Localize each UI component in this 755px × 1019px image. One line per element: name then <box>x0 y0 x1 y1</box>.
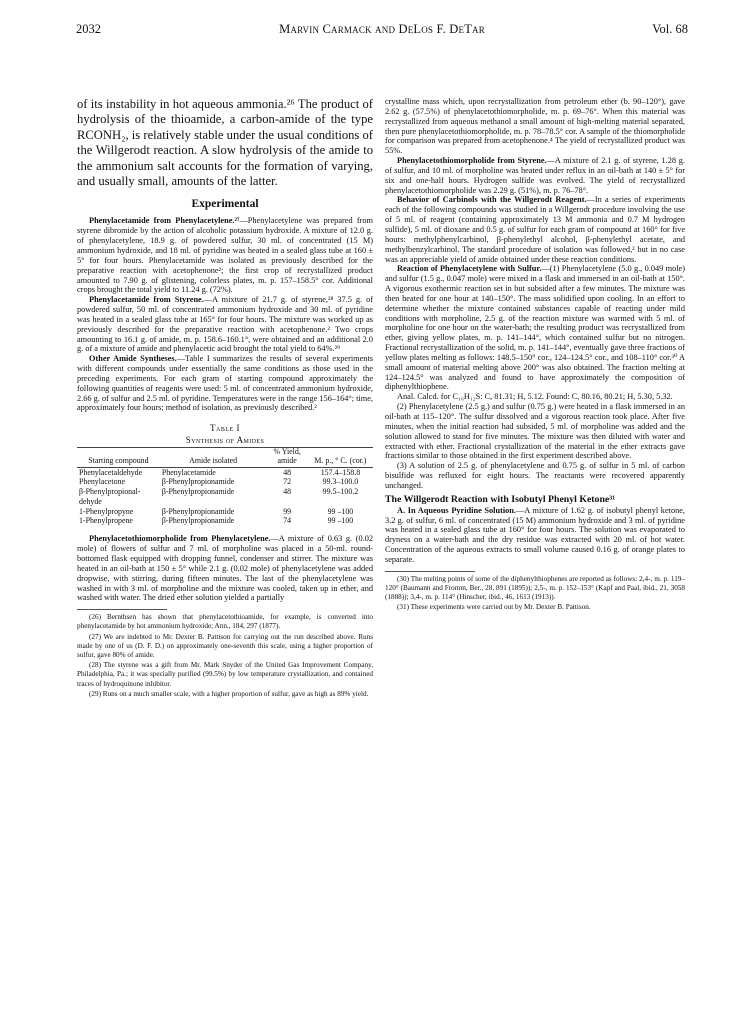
table-cell: 99.3–100.0 <box>322 477 359 487</box>
table-cell: 48 <box>283 467 292 477</box>
subsection-title: The Willgerodt Reaction with Isobutyl Phenyl Ketone³¹ <box>385 493 616 505</box>
paragraph-heading: Other Amide Syntheses. <box>89 354 177 364</box>
table-cell: 157.4–158.8 <box>320 467 361 477</box>
table-header: Amide isolated <box>160 448 267 467</box>
footnote: (30) The melting points of some of the diphenylthiophenes are reported as follows: 2,4-, m. p. 119–120° (Baumann and Fromm, Ber., 28, 891 (1895)); 2,5-, m. p. 152–153° (Kapf and Paal, ibid., 21, 3058 (1888)); 3,4-, m. p. 114° (Hinscher, ibid., 46, 1613 (1913)). <box>385 574 685 602</box>
paragraph <box>77 295 373 354</box>
table-caption: Table I <box>210 423 240 434</box>
paragraph-body: —(1) Phenylacetylene (5.0 g., 0.049 mole) and sulfur (1.5 g., 0.047 mole) were mixed in a flask and immersed in an oil-bath at 150°. A vigorous exothermic reaction set in but subsided after a few minutes. The mixture was then heated for one hour at 140–150°. The mass solidified upon cooling. In an effort to determine whether the mixture contained substances capable of reacting under mild conditions with morpholine, 2.5 g. of the reaction mixture was warmed with 5 ml. of morpholine for one hour on the water-bath; the resulting product was recrystallized from ether, giving yellow plates, m. p. 141–144°, which contained sulfur but no nitrogen. Fractional recrystallization of the solid, m. p. 141–144°, eventually gave three fractions of yellow plates melting as follows: 148.5–150° cor., 124–124.5° cor., and 108–110° cor.³⁰ A small amount of material melting above 200° was also obtained. The fraction melting at 124–124.5° was analyzed and found to have approximately the composition of diphenylthiophene. <box>385 264 685 392</box>
table-cell: 99 –100 <box>327 506 354 516</box>
paragraph-body: —A mixture of 21.7 g. of styrene,²⁸ 37.5 g. of powdered sulfur, 50 ml. of concentrated ammonium hydroxide and 30 ml. of pyridine was heated in a sealed glass tube at 165° for four hours. The mixture was worked up as previously described for the preparative reaction with acetophenone.² Two crops amounting to 16.1 g. of amide, m. p. 158.6–160.1°, were obtained and an additional 2.0 g. of a mixture of amide and phenylacetic acid brought the total yield to 64%.²⁹ <box>77 295 373 354</box>
paragraph <box>77 216 373 295</box>
paragraph <box>385 156 685 195</box>
footnote: (28) The styrene was a gift from Mr. Mark Snyder of the United Gas Improvement Company, Philadelphia, Pa.; it was specially purified (99.5%) by low temperature crystallization, and contained traces of hydroquinone inhibitor. <box>77 661 373 688</box>
table-row <box>77 467 373 477</box>
paragraph-body: —In a series of experiments each of the following compounds was studied in a Willgerodt procedure involving the use of 5 ml. of reagent (containing approximately 13 M ammonia and 0.7 M hydrogen sulfide), 5 ml. of dioxane and 0.5 g. of sulfur for each gram of compound at 160° for five hours: methylphenylcarbinol, β-phenylethyl alcohol, β-phenylethyl acetate, and methylbenzylcarbinol. The standard procedure of isolation was followed,² but in no case was an appreciable yield of amide obtained under these reaction conditions. <box>385 195 685 264</box>
table-row <box>77 507 373 517</box>
table-header: M. p., ° C. (cor.) <box>308 448 373 467</box>
table-cell: β-Phenylpropionamide <box>161 487 235 497</box>
paragraph: (3) A solution of 2.5 g. of phenylacetylene and 0.75 g. of sulfur in 5 ml. of carbon bisulfide was refluxed for eight hours. The reactants were recovered apparently unchanged. <box>385 461 685 490</box>
paragraph-heading: Phenylacetamide from Styrene. <box>89 295 204 305</box>
amide-synthesis-table <box>77 447 373 526</box>
paragraph-heading: Behavior of Carbinols with the Willgerodt Reagent. <box>397 195 587 205</box>
paragraph-heading: Phenylacetothiomorpholide from Phenylacetylene. <box>89 534 271 544</box>
right-column <box>385 97 685 614</box>
table-cell: 48 <box>283 487 292 497</box>
table-cell: 99 <box>283 506 292 516</box>
table-row <box>77 477 373 487</box>
paragraph-body: —Phenylacetylene was prepared from styrene dibromide by the action of alcoholic potassium hydroxide. A mixture of 12.0 g. of phenylacetylene, 18.9 g. of powdered sulfur, 30 ml. of concentrated (15 M) ammonium hydroxide, and 18 ml. of pyridine was heated in a sealed glass tube at 160 ± 5° for four hours. Phenylacetamide was isolated as previously described for the preparative reaction with acetophenone²; the first crop of recrystallized product amounted to 7.90 g. of glistening, colorless plates, m. p. 157–158.5° cor. Additional crops brought the total yield to 11.24 g. (72%). <box>77 216 373 295</box>
footnote: (31) These experiments were carried out by Mr. Dexter B. Pattison. <box>397 603 591 612</box>
paragraph-heading: A. In Aqueous Pyridine Solution. <box>397 505 516 515</box>
section-title: Experimental <box>191 198 259 211</box>
footnote: (26) Bernthsen has shown that phenylacetothioamide, for example, is converted into phenylacetamide by hot ammonium hydroxide; Ann., 184, 297 (1877). <box>77 613 373 631</box>
table-subcaption: Synthesis of Amides <box>185 435 265 446</box>
table-cell: 72 <box>283 477 292 487</box>
table-cell: Phenylacetamide <box>161 467 216 477</box>
left-column <box>77 97 373 700</box>
paragraph: (2) Phenylacetylene (2.5 g.) and sulfur (0.75 g.) were heated in a flask immersed in an oil-bath at 115–120°. The sulfur dissolved and a vigorous reaction took place. After five minutes, when the initial reaction had subsided, 5 ml. of morpholine was added and the solution allowed to stand for five minutes. The mixture was then diluted with water and extracted with ether. Fractional crystallization of the material in the ether extracts gave fractions similar to those obtained in the first experiment described above. <box>385 402 685 461</box>
table-cell: 99 –100 <box>327 516 354 526</box>
table-cell: 1-Phenylpropene <box>79 516 133 526</box>
paragraph-heading: Phenylacetamide from Phenylacetylene.²⁷ <box>89 216 240 226</box>
paragraph-heading: Phenylacetothiomorpholide from Styrene. <box>397 156 547 166</box>
table-cell: 1-Phenylpropyne <box>79 506 134 516</box>
paragraph <box>77 354 373 413</box>
paragraph-body: —Table I summarizes the results of several experiments with different compounds under essentially the same conditions as those used in the preceding experiments. For each gram of starting compound approximately the following quantities of reagents were used: 5 ml. of concentrated ammonium hydroxide, 2.66 g. of sulfur and 2.5 ml. of pyridine. Temperatures were in the range 156–164°; time, approximately four hours; method of isolation, as previously described.² <box>77 354 373 413</box>
table-cell: β-Phenylpropionamide <box>161 516 235 526</box>
paragraph <box>385 195 685 264</box>
table-cell: β-Phenylpropional-dehyde <box>79 487 141 506</box>
footnote-divider <box>77 609 167 610</box>
paragraph <box>77 534 373 603</box>
page-header <box>76 22 688 38</box>
paragraph-body: —A mixture of 2.1 g. of styrene, 1.28 g. of sulfur, and 10 ml. of morpholine was heated under reflux in an oil-bath at 140 ± 5° for six and one-half hours. Hydrogen sulfide was evolved. The yield of recrystallized phenylacetothiomorpholide was 2.29 g. (51%), m. p. 76–78°. <box>385 156 685 195</box>
analysis-line: Anal. Calcd. for C₁₆H₁₂S: C, 81.31; H, 5.12. Found: C, 80.16, 80.21; H, 5.30, 5.32. <box>397 392 673 402</box>
table-cell: β-Phenylpropionamide <box>161 477 235 487</box>
page-number: 2032 <box>76 22 101 36</box>
table-cell: β-Phenylpropionamide <box>161 506 235 516</box>
paragraph: crystalline mass which, upon recrystallization from petroleum ether (b. 90–120°), gave 2.62 g. (57.5%) of phenylacetothiomorpholide, m. p. 69–76°. When this material was recrystallized from aqueous methanol a small amount of high-melting material separated, then pure phenylacetothiomorpholide, m. p. 78–78.5° cor. A sample of the thiomorpholide for comparison was prepared from acetophenone.⁴ The yield of recrystallized product was 55%. <box>385 97 685 156</box>
paragraph <box>385 506 685 565</box>
table-header: Starting compound <box>77 448 160 467</box>
table-header: % Yield, amide <box>266 448 307 467</box>
table-row <box>77 516 373 526</box>
volume-label: Vol. 68 <box>652 22 688 36</box>
footnote: (27) We are indebted to Mr. Dexter B. Pattison for carrying out the run described above. Runs made by one of us (D. F. D.) on approximately one-seventh this scale, using a higher proportion of sulfur, gave 80% of amide. <box>77 632 373 659</box>
footnote: (29) Runs on a much smaller scale, with a higher proportion of sulfur, gave as high as 89% yield. <box>89 689 369 698</box>
table-row <box>77 487 373 507</box>
running-title: Marvin Carmack and DeLos F. DeTar <box>279 22 485 36</box>
table-cell: 74 <box>283 516 292 526</box>
table-cell: 99.5–100.2 <box>322 487 359 497</box>
paragraph-body: —A mixture of 1.62 g. of isobutyl phenyl ketone, 3.2 g. of sulfur, 6 ml. of concentrated (15 M) ammonium hydroxide and 3 ml. of pyridine was heated in a sealed glass tube at 160° for four hours. The solution was evaporated to dryness on a water-bath and the dry residue was extracted with 20 ml. of hot water. Concentration of the aqueous extracts to small volume caused 0.16 g. of orange plates to separate. <box>385 505 685 564</box>
footnote-divider <box>385 571 475 572</box>
paragraph-body: —A mixture of 0.63 g. (0.02 mole) of flowers of sulfur and 7 ml. of morpholine was placed in a 50-ml. round-bottomed flask equipped with dropping funnel, condenser and stirrer. The mixture was heated in an oil-bath at 150 ± 5° while 2.1 g. (0.02 mole) of phenylacetylene was added dropwise, with stirring, during fifteen minutes. The last of the phenylacetylene was washed in with 3 ml. of morpholine and the mixture was cooled, taken up in ether, and washed with water. The dried ether solution yielded a partially <box>77 534 373 603</box>
paragraph-heading: Reaction of Phenylacetylene with Sulfur. <box>397 264 542 274</box>
table-cell: Phenylacetaldehyde <box>79 467 143 477</box>
paragraph <box>385 264 685 392</box>
intro-paragraph: of its instability in hot aqueous ammonia.²⁶ The product of hydrolysis of the thioamide, a carbon-amide of the type RCONH₂, is relatively stable under the usual conditions of the Willgerodt reaction. A slow hydrolysis of the amide to the ammonium salt accounts for the formation of varying, and usually small, amounts of the latter. <box>77 97 373 189</box>
table-cell: Phenylacetone <box>79 477 126 487</box>
